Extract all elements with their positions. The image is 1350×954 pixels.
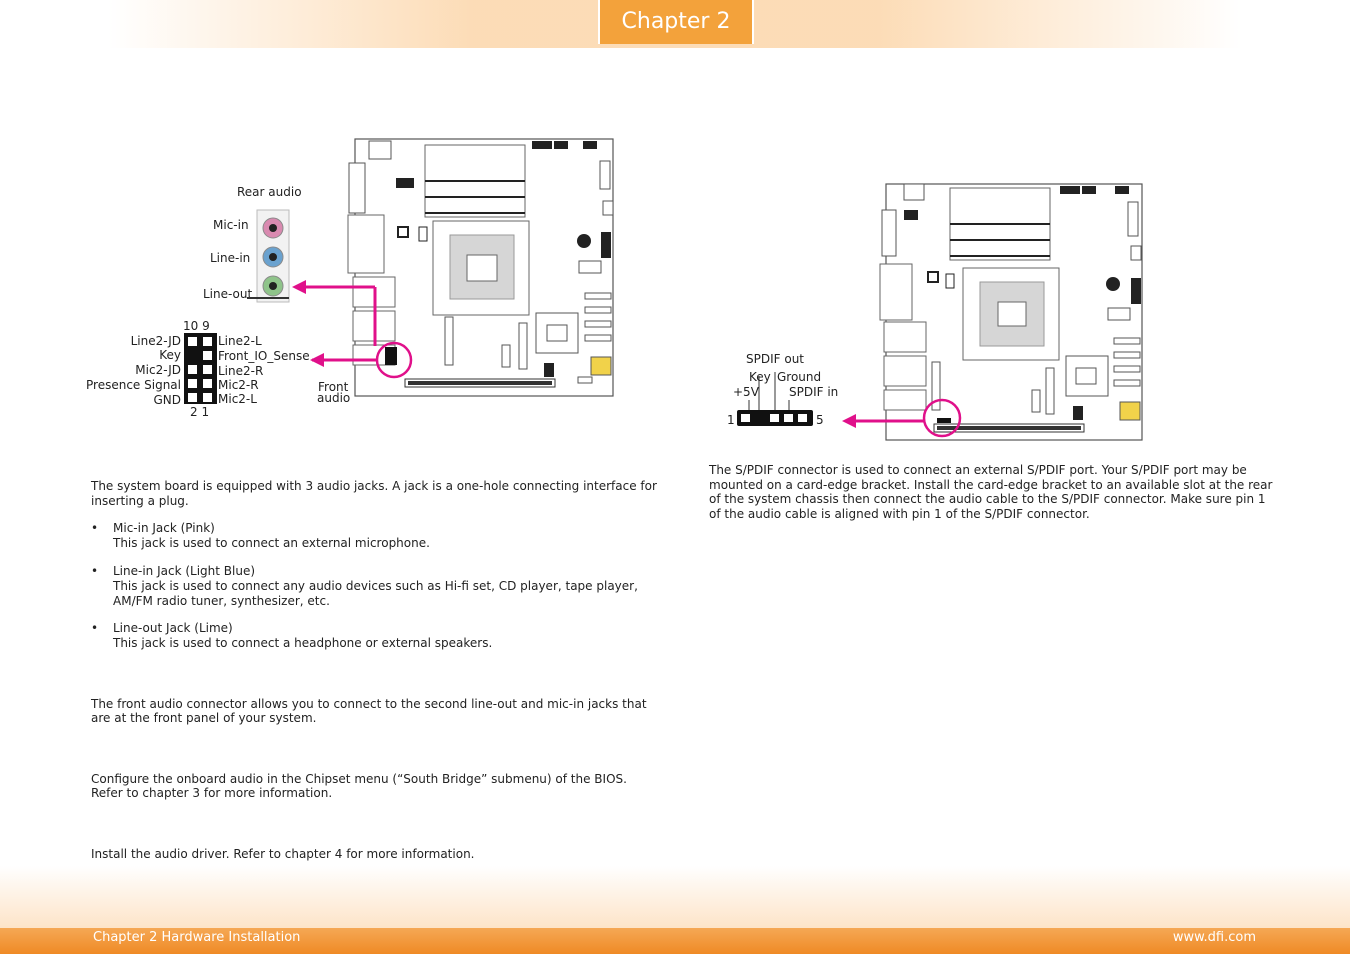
spdif-description-4: of the audio cable is aligned with pin 1 of the S/PDIF connector. bbox=[709, 507, 1090, 521]
line-in-jack-description-1: This jack is used to connect any audio devices such as Hi-fi set, CD player, tape player, bbox=[113, 579, 638, 593]
front-audio-right-label-5: Mic2-L bbox=[218, 392, 257, 406]
front-audio-pin-bottom: 2 1 bbox=[190, 405, 210, 419]
spdif-description-3: of the system chassis then connect the audio cable to the S/PDIF connector. Make sure pin 1 bbox=[709, 492, 1266, 506]
front-audio-right-label-2: Front_IO_Sense bbox=[218, 349, 310, 363]
line-in-label: Line-in bbox=[210, 251, 251, 265]
rear-audio-jacks bbox=[255, 208, 295, 308]
chapter-tab: Chapter 2 bbox=[598, 0, 754, 44]
right-highlight bbox=[0, 0, 1, 1]
front-audio-left-label-2: Key bbox=[159, 348, 181, 362]
audio-jacks-intro-line-2: inserting a plug. bbox=[91, 494, 189, 508]
spdif-out-label: SPDIF out bbox=[746, 352, 805, 366]
spdif-description-1: The S/PDIF connector is used to connect an external S/PDIF port. Your S/PDIF port may be bbox=[709, 463, 1247, 477]
right-motherboard-diagram bbox=[880, 180, 1145, 445]
line-in-jack-title: Line-in Jack (Light Blue) bbox=[113, 564, 256, 578]
front-audio-left-label-3: Mic2-JD bbox=[135, 363, 181, 377]
front-audio-header bbox=[184, 333, 218, 405]
line-out-label: Line-out bbox=[203, 287, 253, 301]
front-audio-right-label-1: Line2-L bbox=[218, 334, 262, 348]
spdif-ground-label: Ground bbox=[777, 370, 822, 384]
mic-in-label: Mic-in bbox=[213, 218, 249, 232]
front-audio-left-label-5: GND bbox=[153, 393, 181, 407]
footer-band bbox=[0, 866, 1350, 928]
bullet-mic-in: • bbox=[91, 521, 99, 535]
front-audio-left-label-1: Line2-JD bbox=[130, 334, 181, 348]
mic-in-jack-title: Mic-in Jack (Pink) bbox=[113, 521, 215, 535]
footer-website-link[interactable]: www.dfi.com bbox=[1172, 930, 1256, 945]
front-audio-caption-2: audio bbox=[317, 391, 351, 405]
spdif-in-label: SPDIF in bbox=[789, 385, 839, 399]
line-in-jack-description-2: AM/FM radio tuner, synthesizer, etc. bbox=[113, 594, 330, 608]
spdif-description-2: mounted on a card-edge bracket. Install the card-edge bracket to an available slot at the rear bbox=[709, 478, 1273, 492]
front-audio-pin-top: 10 9 bbox=[183, 319, 210, 333]
audio-jacks-intro-line-1: The system board is equipped with 3 audio jacks. A jack is a one-hole connecting interface for bbox=[91, 479, 657, 493]
spdif-key-label: Key bbox=[749, 370, 771, 384]
front-audio-description-2: are at the front panel of your system. bbox=[91, 711, 317, 725]
front-audio-left-label-4: Presence Signal bbox=[86, 378, 181, 392]
footer-chapter-title: Chapter 2 Hardware Installation bbox=[93, 930, 301, 945]
front-audio-right-label-4: Mic2-R bbox=[218, 378, 259, 392]
front-audio-right-label-3: Line2-R bbox=[218, 364, 264, 378]
rear-audio-title: Rear audio bbox=[237, 185, 302, 199]
spdif-5v-label: +5V bbox=[733, 385, 759, 399]
bios-setting-line-1: Configure the onboard audio in the Chipset menu (“South Bridge” submenu) of the BIOS. bbox=[91, 772, 627, 786]
spdif-pin1-label: 1 bbox=[727, 413, 735, 427]
bullet-line-in: • bbox=[91, 564, 99, 578]
spdif-pin5-label: 5 bbox=[816, 413, 824, 427]
mic-in-jack-description: This jack is used to connect an external microphone. bbox=[113, 536, 430, 550]
line-out-jack-title: Line-out Jack (Lime) bbox=[113, 621, 233, 635]
line-out-jack-description: This jack is used to connect a headphone or external speakers. bbox=[113, 636, 493, 650]
front-audio-description-1: The front audio connector allows you to connect to the second line-out and mic-in jacks that bbox=[91, 697, 647, 711]
bios-setting-line-2: Refer to chapter 3 for more information. bbox=[91, 786, 333, 800]
spdif-connector bbox=[737, 368, 817, 428]
driver-installation-line: Install the audio driver. Refer to chapter 4 for more information. bbox=[91, 847, 475, 861]
bullet-line-out: • bbox=[91, 621, 99, 635]
front-audio-caption-1: Front bbox=[318, 380, 349, 394]
